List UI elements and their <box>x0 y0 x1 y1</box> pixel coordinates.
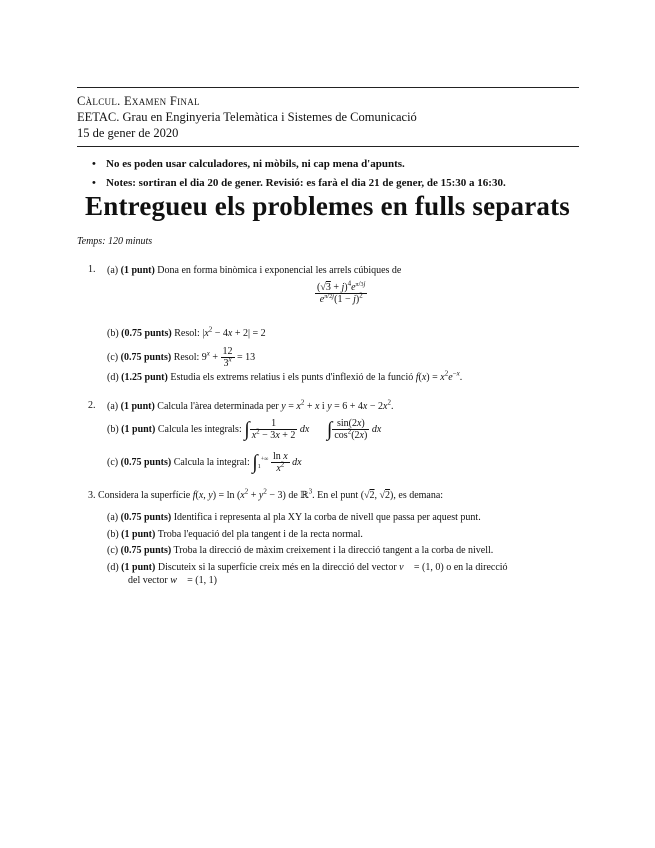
header-bottom-rule <box>77 146 579 147</box>
problem-1-number: 1. <box>88 264 96 275</box>
course-line: Càlcul. Examen Final <box>77 94 200 108</box>
top-rule <box>77 87 579 88</box>
page-title: Entregueu els problemes en fulls separats <box>85 191 570 221</box>
problem-3b: (b) (1 punt) Troba l'equació del pla tangent i de la recta normal. <box>107 529 363 540</box>
rules-list <box>92 155 506 193</box>
date-line: 15 de gener de 2020 <box>77 126 179 140</box>
problem-2c: (c) (0.75 punts) Calcula la integral: $\int_1^{+\infty}$ $\frac{\text{ln x}}{x^2}$ dx <box>107 451 302 474</box>
rule-item: • Notes: sortiran el dia 20 de gener. Revisió: es farà el dia 21 de gener, de 15:30 a 16:30. <box>92 174 506 193</box>
school-line: EETAC. Grau en Enginyeria Telemàtica i Sistemes de Comunicació <box>77 110 417 124</box>
problem-3d-cont: del vector w⃗ = (1, 1) <box>128 575 217 586</box>
time-note: Temps: 120 minuts <box>77 236 153 247</box>
problem-3a: (a) (0.75 punts) Identifica i representa al pla XY la corba de nivell que passa per aquest punt. <box>107 512 481 523</box>
rule-item: • No es poden usar calculadores, ni mòbils, ni cap mena d'apunts. <box>92 155 506 174</box>
problem-3c: (c) (0.75 punts) Troba la direcció de màxim creixement i la direcció tangent a la corba de nivell. <box>107 545 494 556</box>
problem-2b: (b) (1 punt) Calcula les integrals: ∫ $\frac{1}{x^2 - 3x + 2}$ dx ∫ $\frac{\sin(2x)}{\cos^2(2x)}$ dx <box>107 418 382 441</box>
problem-1c: (c) (0.75 punts) Resol: $9^x$ + $\frac{12}{3^x}$ = 13 <box>107 346 256 369</box>
problem-2-number: 2. <box>88 400 96 411</box>
problem-1b: (b) (0.75 punts) Resol: $|x^2 - 4x + 2| = 2$ <box>107 325 266 339</box>
bullet-icon: • <box>92 158 96 170</box>
problem-1a: (a) (1 punt) Dona en forma binòmica i exponencial les arrels cúbiques de <box>107 265 402 276</box>
problem-1d: (d) (1.25 punt) Estudia els extrems relatius i els punts d'inflexió de la funció $f(x) = x^2e^{-x}$. <box>107 369 463 383</box>
problem-2a: (a) (1 punt) Calcula l'àrea determinada per $y = x^2 + x$ i $y = 6 + 4x - 2x^2$. <box>107 398 394 412</box>
problem-3-intro: 3. Considera la superfície f(x, $y) = \ln (x^2 + y^2 - 3)$ de ℝ$^3$. En el punt (√2, √2), es demana: <box>88 487 444 501</box>
bullet-icon: • <box>92 177 96 189</box>
problem-3d: (d) (1 punt) Discuteix si la superfície creix més en la direcció del vector v⃗ = (1, 0) o en la direcció <box>107 562 508 573</box>
problem-1a-formula: $\frac{(√3 + j)^4e^{\pi/3j}}{e^{\pi/2j}(1 - j)^2}$ <box>317 279 366 305</box>
